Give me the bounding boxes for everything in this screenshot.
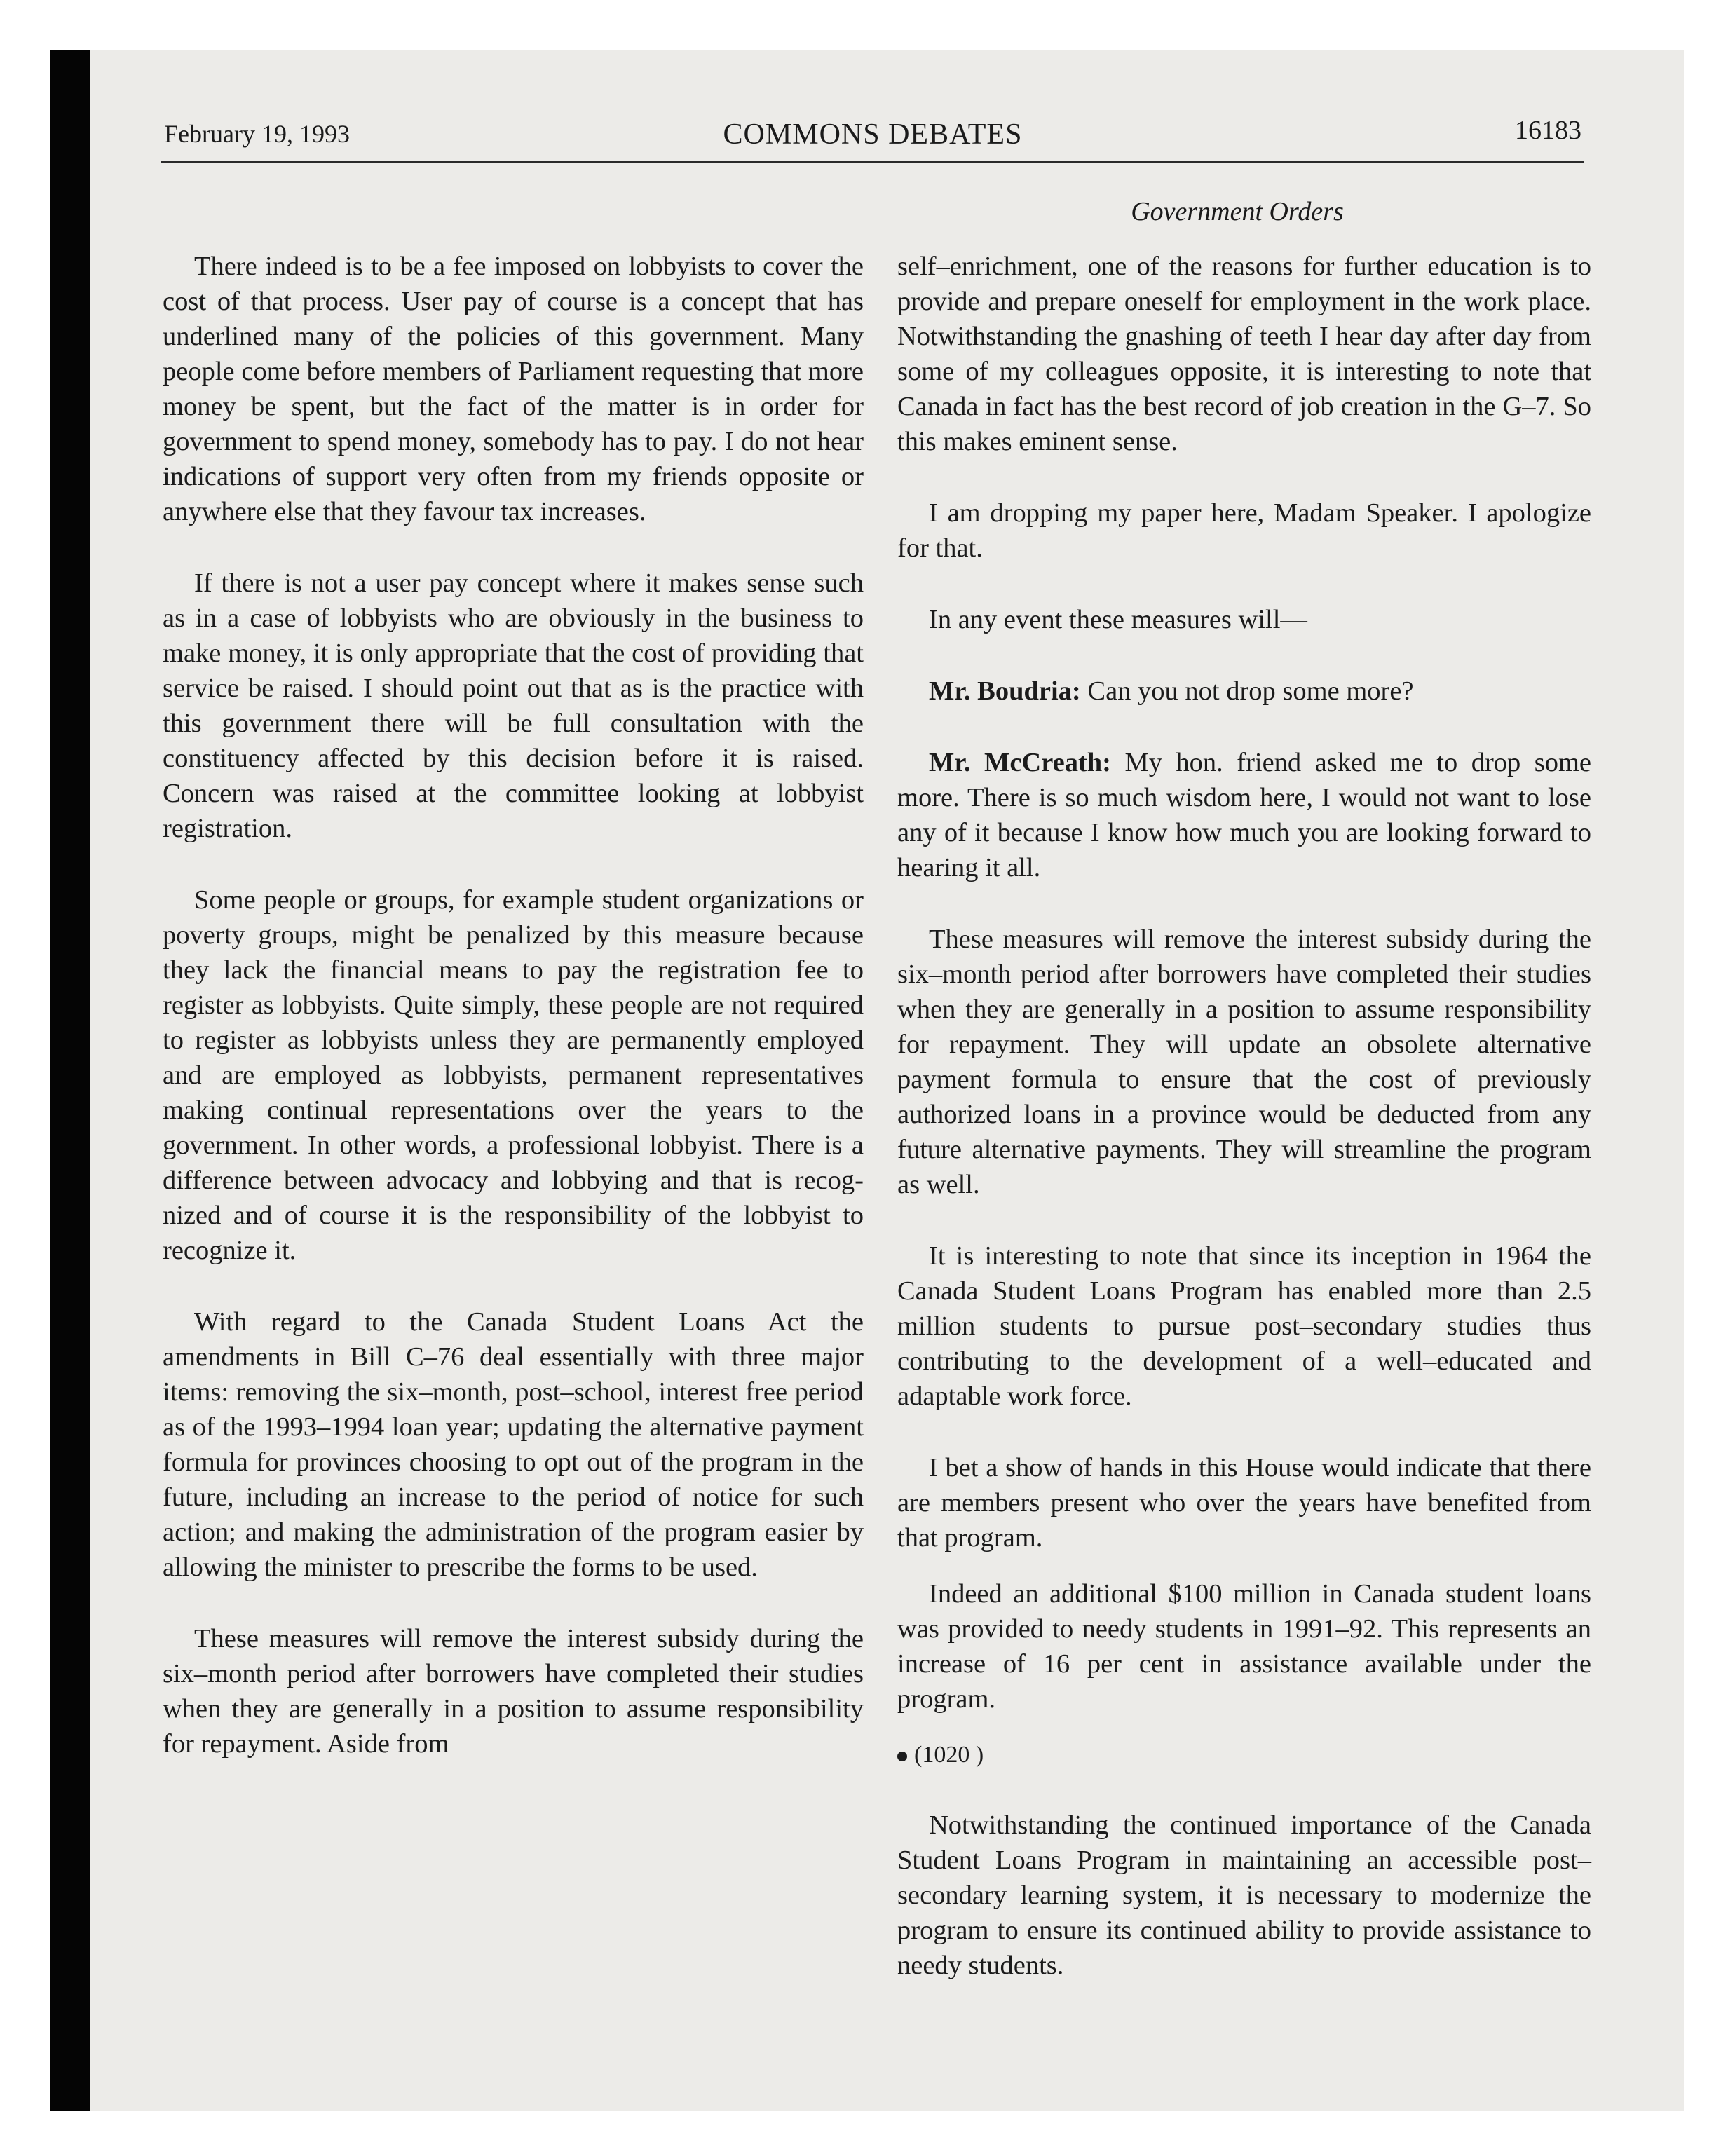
time-marker-text: (1020 ) xyxy=(914,1742,984,1768)
paragraph: These measures will remove the interest subsidy during the six–month period after borrowers have completed their studies when they are generally in a position to assume responsibility for repayment. They will update an obsolete alternative payment formula to ensure that the cost of previously authorized loans in a province would be deducted from any future alternative payments. They will streamline the program as well. xyxy=(897,925,1591,1199)
paragraph: In any event these measures will— xyxy=(929,605,1307,634)
paragraph: Notwithstanding the continued importance of the Canada Student Loans Program in maintaining an accessible post–secondary learning system, it is necessary to modernize the program to ensure its continued ability to provide assistance to needy students. xyxy=(897,1810,1591,1980)
paragraph: Some people or groups, for example student organizations or poverty groups, might be penalized by this measure because they lack the financial means to pay the registration fee to register as lobbyists. Quite simply, these people are not required to register as lobbyists unless they are permanently employed and are employed as lobbyists, permanent representatives making continual representations over the years to the government. In other words, a professional lobbyist. There is a difference between advocacy and lobbying and that is recognized and of course it is the responsibility of the lobbyist to recognize it. xyxy=(163,885,864,1265)
section-label: Government Orders xyxy=(1131,197,1344,226)
paragraph: I bet a show of hands in this House would indicate that there are members present who over the years have benefited from that program. xyxy=(897,1453,1591,1553)
binding-edge xyxy=(50,50,90,2111)
continuation-paragraph: self–enrichment, one of the reasons for further education is to provide and prepare oneself for employment in the work place. Notwithstanding the gnashing of teeth I hear day after day from some of my colleagues opposite, it is interesting to note that Canada in fact has the best record of job creation in the G–7. So this makes eminent sense. xyxy=(897,252,1591,456)
paragraph: It is interesting to note that since its inception in 1964 the Canada Student Loans Program has enabled more than 2.5 million students to pursue post–secondary studies thus contributing to the development of a well–educated and adaptable work force. xyxy=(897,1241,1591,1411)
page-header xyxy=(161,105,1584,163)
speaker-name: Mr. McCreath: xyxy=(929,748,1111,777)
header-date: February 19, 1993 xyxy=(164,120,350,148)
speaker-interjection xyxy=(897,745,1591,885)
header-title: COMMONS DEBATES xyxy=(723,118,1023,151)
page-number: 16183 xyxy=(1515,116,1581,145)
speech-text: Can you not drop some more? xyxy=(1080,676,1414,706)
paragraph: These measures will remove the interest subsidy during the six–month period after borrowers have completed their studies when they are generally in a position to assume responsibility for repayment. Aside from xyxy=(163,1624,864,1759)
left-column xyxy=(163,249,864,1798)
paragraph: Indeed an additional $100 million in Canada student loans was provided to needy students in 1991–92. This represents an increase of 16 per cent in assistance available under the program. xyxy=(897,1579,1591,1714)
speaker-interjection xyxy=(897,674,1591,709)
paragraph: There indeed is to be a fee imposed on lobbyists to cover the cost of that process. User pay of course is a concept that has underlined many of the policies of this government. Many people come before members of Parliament requesting that more money be spent, but the fact of the matter is in order for government to spend money, somebody has to pay. I do not hear indications of support very often from my friends opposite or anywhere else that they favour tax increases. xyxy=(163,252,864,526)
right-column xyxy=(897,249,1591,2019)
speech-text: My hon. friend asked me to drop some more. There is so much wisdom here, I would not want to lose any of it because I know how much you are looking forward to hearing it all. xyxy=(897,748,1591,882)
paragraph: I am dropping my paper here, Madam Speaker. I apologize for that. xyxy=(897,498,1591,563)
bullet-icon xyxy=(897,1752,907,1761)
speaker-name: Mr. Boudria: xyxy=(929,676,1081,706)
time-marker xyxy=(897,1738,1591,1773)
paragraph: If there is not a user pay concept where it makes sense such as in a case of lobbyists who are obviously in the business to make money, it is only appropriate that the cost of providing that service be raised. I should point out that as is the practice with this government there will be full consultation with the constituency affected by this decision before it is raised. Concern was raised at the committee looking at lobbyist registration. xyxy=(163,568,864,843)
paragraph: With regard to the Canada Student Loans Act the amendments in Bill C–76 deal essentially with three major items: removing the six–month, post–school, interest free period as of the 1993–1994 loan year; updating the alternative payment formula for provinces choosing to opt out of the program in the future, including an increase to the period of notice for such action; and making the administration of the program easier by allowing the minister to prescribe the forms to be used. xyxy=(163,1307,864,1582)
